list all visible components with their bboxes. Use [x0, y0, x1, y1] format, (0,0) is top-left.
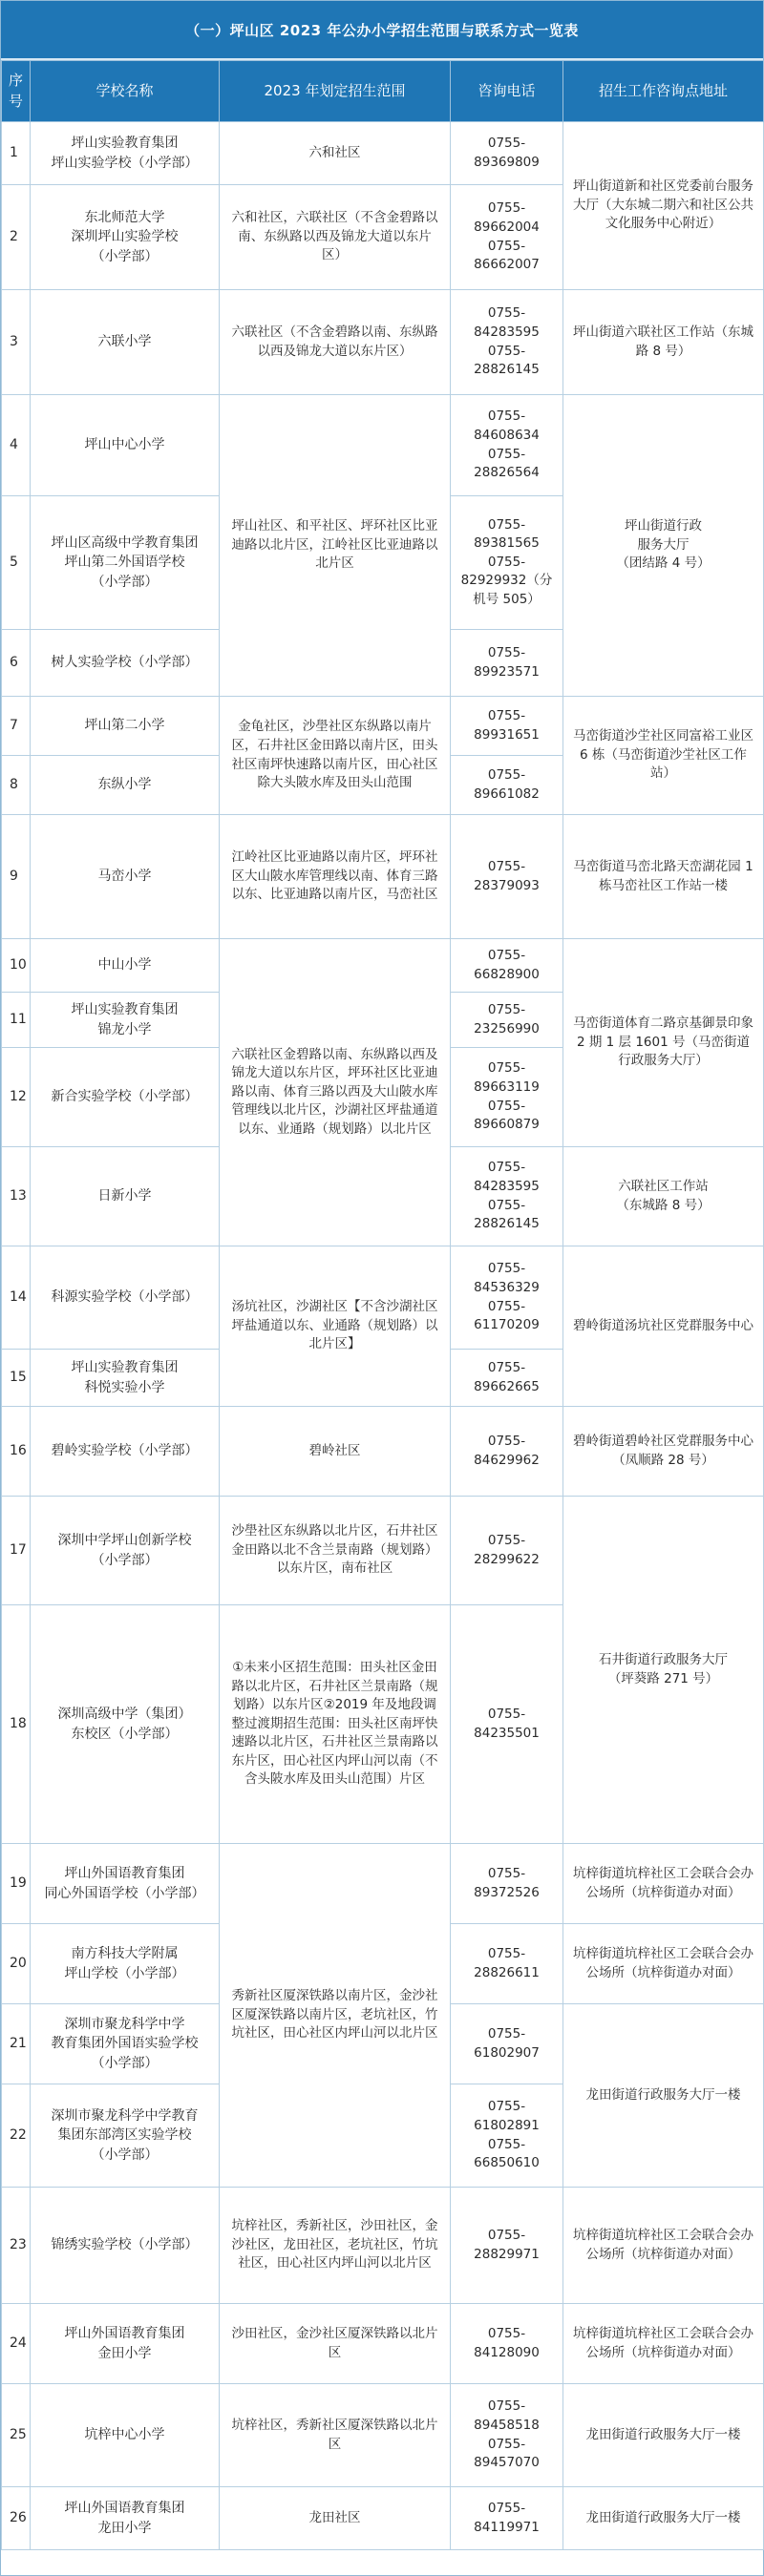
enrollment-range: 坑梓社区，秀新社区厦深铁路以北片区	[220, 2384, 451, 2487]
phone-number: 0755- 84283595 0755- 28826145	[451, 1147, 563, 1246]
consult-address: 坑梓街道坑梓社区工会联合会办公场所（坑梓街道办对面）	[563, 1924, 764, 2004]
school-name: 六联小学	[31, 290, 220, 395]
school-name: 坪山区高级中学教育集团 坪山第二外国语学校 （小学部）	[31, 496, 220, 630]
phone-number: 0755- 28826611	[451, 1924, 563, 2004]
school-name: 深圳中学坪山创新学校 （小学部）	[31, 1497, 220, 1605]
enrollment-range: 金龟社区，沙壆社区东纵路以南片区，石井社区金田路以南片区，田头社区南坪快速路以南片区，田心社区除大头陂水库及田头山范围	[220, 697, 451, 815]
enrollment-range: ①未来小区招生范围：田头社区金田路以北片区，石井社区兰景南路（规划路）以东片区②2019 年及地段调整过渡期招生范围：田头社区南坪快速路以北片区，石井社区兰景南路以东片区，田心社区内坪山河以南（不含头陂水库及田头山范围）片区	[220, 1605, 451, 1844]
consult-address: 坪山街道新和社区党委前台服务大厅（大东城二期六和社区公共文化服务中心附近）	[563, 122, 764, 290]
consult-address: 坑梓街道坑梓社区工会联合会办公场所（坑梓街道办对面）	[563, 2304, 764, 2384]
phone-number: 0755- 89663119 0755- 89660879	[451, 1048, 563, 1147]
phone-number: 0755- 23256990	[451, 993, 563, 1048]
phone-number: 0755- 61802907	[451, 2004, 563, 2084]
table-row	[2, 2188, 764, 2304]
table-row	[2, 815, 764, 939]
table-title: （一）坪山区 2023 年公办小学招生范围与联系方式一览表	[1, 1, 763, 60]
phone-number: 0755- 84235501	[451, 1605, 563, 1844]
enrollment-range: 汤坑社区，沙湖社区【不含沙湖社区坪盐通道以东、业通路（规划路）以北片区】	[220, 1246, 451, 1407]
enrollment-range: 六联社区金碧路以南、东纵路以西及锦龙大道以东片区，坪环社区比亚迪路以南、体育三路以西及大山陂水库管理线以北片区，沙湖社区坪盐通道以东、业通路（规划路）以北片区	[220, 939, 451, 1246]
school-name: 坑梓中心小学	[31, 2384, 220, 2487]
consult-address: 六联社区工作站 （东城路 8 号）	[563, 1147, 764, 1246]
row-number: 20	[2, 1924, 31, 2004]
row-number: 10	[2, 939, 31, 993]
row-number: 14	[2, 1246, 31, 1350]
school-name: 中山小学	[31, 939, 220, 993]
school-name: 坪山外国语教育集团 龙田小学	[31, 2487, 220, 2550]
phone-number: 0755- 89372526	[451, 1844, 563, 1924]
school-name: 科源实验学校（小学部）	[31, 1246, 220, 1350]
school-name: 坪山第二小学	[31, 697, 220, 756]
enrollment-range: 江岭社区比亚迪路以南片区，坪环社区大山陂水库管理线以南、体育三路以东、比亚迪路以南片区，马峦社区	[220, 815, 451, 939]
table-row	[2, 1497, 764, 1605]
row-number: 17	[2, 1497, 31, 1605]
consult-address: 坑梓街道坑梓社区工会联合会办公场所（坑梓街道办对面）	[563, 2188, 764, 2304]
phone-number: 0755- 84119971	[451, 2487, 563, 2550]
row-number: 22	[2, 2084, 31, 2188]
table-row	[2, 290, 764, 395]
enrollment-range: 坑梓社区，秀新社区，沙田社区，金沙社区，龙田社区，老坑社区，竹坑社区，田心社区内坪山河以北片区	[220, 2188, 451, 2304]
row-number: 4	[2, 395, 31, 496]
school-name: 坪山外国语教育集团 金田小学	[31, 2304, 220, 2384]
school-name: 日新小学	[31, 1147, 220, 1246]
school-name: 东北师范大学 深圳坪山实验学校 （小学部）	[31, 185, 220, 290]
row-number: 7	[2, 697, 31, 756]
phone-number: 0755- 89369809	[451, 122, 563, 185]
school-name: 碧岭实验学校（小学部）	[31, 1407, 220, 1497]
consult-address: 碧岭街道碧岭社区党群服务中心（凤顺路 28 号）	[563, 1407, 764, 1497]
table-row	[2, 2304, 764, 2384]
table-row	[2, 122, 764, 185]
row-number: 12	[2, 1048, 31, 1147]
header-phone: 咨询电话	[451, 61, 563, 122]
school-name: 东纵小学	[31, 756, 220, 815]
consult-address: 龙田街道行政服务大厅一楼	[563, 2384, 764, 2487]
phone-number: 0755- 84536329 0755- 61170209	[451, 1246, 563, 1350]
school-name: 马峦小学	[31, 815, 220, 939]
phone-number: 0755- 84283595 0755- 28826145	[451, 290, 563, 395]
school-name: 坪山实验教育集团 坪山实验学校（小学部）	[31, 122, 220, 185]
consult-address: 龙田街道行政服务大厅一楼	[563, 2487, 764, 2550]
school-name: 深圳市聚龙科学中学教育 集团东部湾区实验学校 （小学部）	[31, 2084, 220, 2188]
phone-number: 0755- 28829971	[451, 2188, 563, 2304]
consult-address: 坑梓街道坑梓社区工会联合会办公场所（坑梓街道办对面）	[563, 1844, 764, 1924]
table-header-row	[2, 61, 764, 122]
table-row	[2, 1407, 764, 1497]
row-number: 16	[2, 1407, 31, 1497]
header-range: 2023 年划定招生范围	[220, 61, 451, 122]
phone-number: 0755- 84629962	[451, 1407, 563, 1497]
row-number: 13	[2, 1147, 31, 1246]
table-row	[2, 2487, 764, 2550]
table-row	[2, 939, 764, 993]
row-number: 1	[2, 122, 31, 185]
row-number: 6	[2, 630, 31, 697]
row-number: 9	[2, 815, 31, 939]
row-number: 25	[2, 2384, 31, 2487]
consult-address: 碧岭街道汤坑社区党群服务中心	[563, 1246, 764, 1407]
school-name: 深圳市聚龙科学中学 教育集团外国语实验学校 （小学部）	[31, 2004, 220, 2084]
row-number: 23	[2, 2188, 31, 2304]
consult-address: 坪山街道行政 服务大厅 （团结路 4 号）	[563, 395, 764, 697]
row-number: 5	[2, 496, 31, 630]
row-number: 18	[2, 1605, 31, 1844]
school-name: 新合实验学校（小学部）	[31, 1048, 220, 1147]
row-number: 26	[2, 2487, 31, 2550]
school-name: 南方科技大学附属 坪山学校（小学部）	[31, 1924, 220, 2004]
consult-address: 马峦街道马峦北路天峦湖花园 1 栋马峦社区工作站一楼	[563, 815, 764, 939]
phone-number: 0755- 89381565 0755- 82929932（分机号 505）	[451, 496, 563, 630]
row-number: 21	[2, 2004, 31, 2084]
enrollment-range: 沙田社区，金沙社区厦深铁路以北片区	[220, 2304, 451, 2384]
enrollment-range: 六和社区	[220, 122, 451, 185]
phone-number: 0755- 89662665	[451, 1350, 563, 1407]
phone-number: 0755- 61802891 0755- 66850610	[451, 2084, 563, 2188]
enrollment-table	[1, 60, 764, 2550]
table-row	[2, 697, 764, 756]
enrollment-range: 碧岭社区	[220, 1407, 451, 1497]
enrollment-range: 六和社区，六联社区（不含金碧路以南、东纵路以西及锦龙大道以东片区）	[220, 185, 451, 290]
school-name: 锦绣实验学校（小学部）	[31, 2188, 220, 2304]
enrollment-range: 坪山社区、和平社区、坪环社区比亚迪路以北片区，江岭社区比亚迪路以北片区	[220, 395, 451, 697]
enrollment-range: 六联社区（不含金碧路以南、东纵路以西及锦龙大道以东片区）	[220, 290, 451, 395]
school-name: 深圳高级中学（集团） 东校区（小学部）	[31, 1605, 220, 1844]
phone-number: 0755- 89458518 0755- 89457070	[451, 2384, 563, 2487]
phone-number: 0755- 28379093	[451, 815, 563, 939]
row-number: 15	[2, 1350, 31, 1407]
header-no: 序 号	[2, 61, 31, 122]
row-number: 11	[2, 993, 31, 1048]
consult-address: 马峦街道体育二路京基御景印象 2 期 1 层 1601 号（马峦街道行政服务大厅）	[563, 939, 764, 1147]
phone-number: 0755- 89662004 0755- 86662007	[451, 185, 563, 290]
school-name: 坪山实验教育集团 科悦实验小学	[31, 1350, 220, 1407]
row-number: 24	[2, 2304, 31, 2384]
table-row	[2, 1844, 764, 1924]
school-name: 树人实验学校（小学部）	[31, 630, 220, 697]
consult-address: 龙田街道行政服务大厅一楼	[563, 2004, 764, 2188]
phone-number: 0755- 89661082	[451, 756, 563, 815]
header-address: 招生工作咨询点地址	[563, 61, 764, 122]
row-number: 8	[2, 756, 31, 815]
school-name: 坪山实验教育集团 锦龙小学	[31, 993, 220, 1048]
consult-address: 石井街道行政服务大厅 （坪葵路 271 号）	[563, 1497, 764, 1844]
enrollment-range: 龙田社区	[220, 2487, 451, 2550]
row-number: 2	[2, 185, 31, 290]
consult-address: 坪山街道六联社区工作站（东城路 8 号）	[563, 290, 764, 395]
enrollment-range: 秀新社区厦深铁路以南片区，金沙社区厦深铁路以南片区，老坑社区，竹坑社区，田心社区内坪山河以北片区	[220, 1844, 451, 2188]
school-name: 坪山中心小学	[31, 395, 220, 496]
consult-address: 马峦街道沙坣社区同富裕工业区 6 栋（马峦街道沙坣社区工作站）	[563, 697, 764, 815]
header-school: 学校名称	[31, 61, 220, 122]
table-row	[2, 2384, 764, 2487]
school-name: 坪山外国语教育集团 同心外国语学校（小学部）	[31, 1844, 220, 1924]
row-number: 3	[2, 290, 31, 395]
table-row	[2, 1246, 764, 1350]
phone-number: 0755- 89923571	[451, 630, 563, 697]
table-row	[2, 395, 764, 496]
phone-number: 0755- 84128090	[451, 2304, 563, 2384]
enrollment-range: 沙壆社区东纵路以北片区，石井社区金田路以北不含兰景南路（规划路）以东片区，南布社区	[220, 1497, 451, 1605]
phone-number: 0755- 89931651	[451, 697, 563, 756]
phone-number: 0755- 84608634 0755- 28826564	[451, 395, 563, 496]
row-number: 19	[2, 1844, 31, 1924]
phone-number: 0755- 28299622	[451, 1497, 563, 1605]
phone-number: 0755- 66828900	[451, 939, 563, 993]
